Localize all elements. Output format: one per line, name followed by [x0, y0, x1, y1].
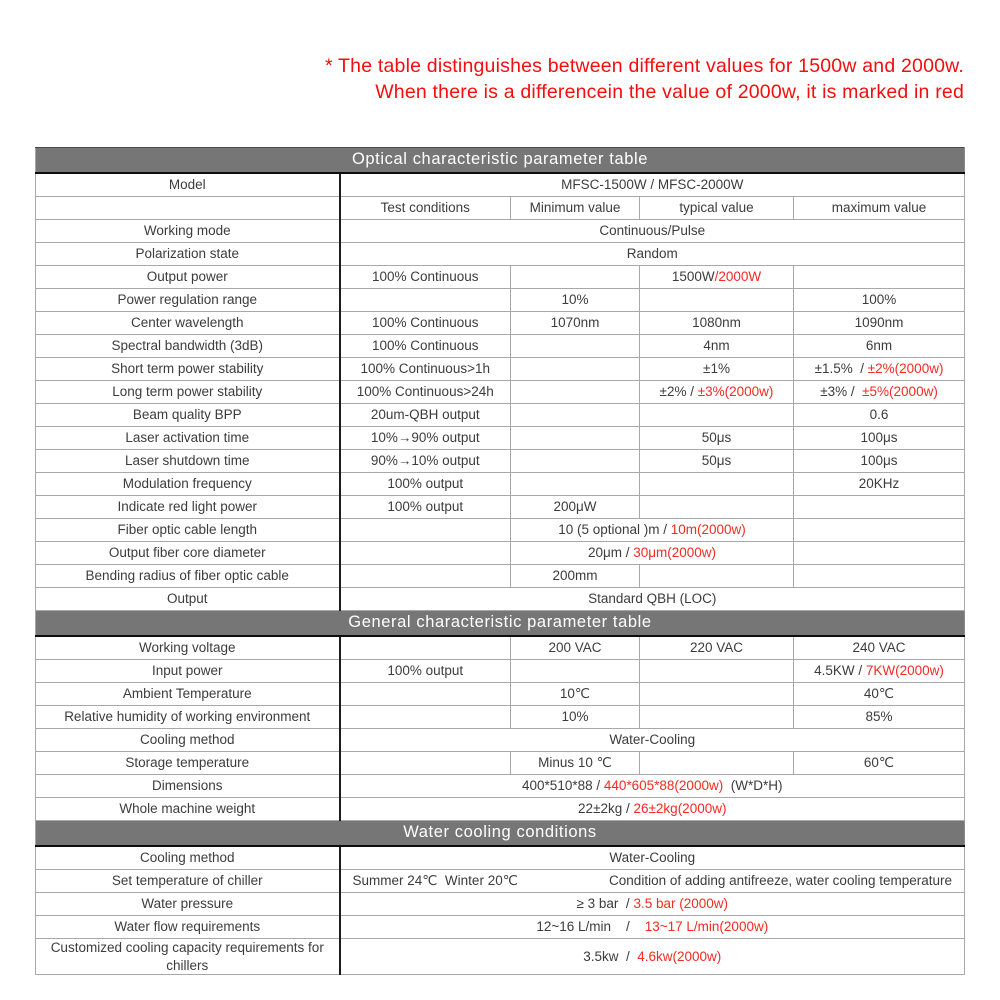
cell-text: 100% — [861, 292, 897, 308]
cell-text: ±3%(2000w) — [697, 384, 774, 400]
section-header-row — [36, 148, 965, 174]
value-cell — [640, 358, 794, 381]
value-cell — [340, 450, 511, 473]
value-cell — [511, 266, 640, 289]
cell-text: Fiber optic cable length — [117, 522, 258, 538]
cell-text: ±1.5% / — [814, 361, 868, 377]
cell-text: 200 VAC — [548, 640, 602, 656]
parameter-label-cell — [36, 496, 340, 519]
cell-text: 20μm / — [587, 545, 634, 561]
value-cell — [794, 496, 965, 519]
parameter-label-cell — [36, 870, 340, 893]
value-cell — [640, 335, 794, 358]
value-cell — [340, 173, 965, 197]
value-cell — [511, 565, 640, 588]
cell-text: 50μs — [701, 430, 732, 446]
value-cell — [511, 473, 640, 496]
cell-text: 10 (5 optional )m / — [558, 522, 671, 538]
cell-text: 12~16 L/min / — [536, 919, 645, 935]
section-title: Optical characteristic parameter table — [36, 148, 965, 174]
value-cell — [511, 752, 640, 775]
value-cell — [794, 381, 965, 404]
cell-text: Power regulation range — [117, 292, 258, 308]
cell-text: 100% Continuous>1h — [360, 361, 490, 377]
value-cell — [640, 565, 794, 588]
parameter-label-cell — [36, 752, 340, 775]
cell-text: 0.6 — [869, 407, 889, 423]
cell-text: Set temperature of chiller — [111, 873, 263, 889]
cell-text: Working voltage — [138, 640, 236, 656]
value-cell — [340, 939, 965, 975]
cell-text: 4.6kw(2000w) — [637, 948, 722, 964]
cell-text: 220 VAC — [689, 640, 744, 656]
value-cell — [340, 565, 511, 588]
parameter-label-cell — [36, 519, 340, 542]
cell-text: Water pressure — [141, 896, 234, 912]
cell-text: 10%→90% output — [370, 430, 480, 446]
value-cell — [640, 381, 794, 404]
value-cell — [340, 588, 965, 611]
value-cell — [640, 404, 794, 427]
note-line-2: When there is a differencein the value of 2000w, it is marked in red — [375, 80, 964, 103]
parameter-label-cell — [36, 846, 340, 870]
spec-table-body — [36, 148, 965, 975]
table-row — [36, 450, 965, 473]
cell-text: 10% — [561, 709, 589, 725]
value-cell — [340, 266, 511, 289]
table-row — [36, 381, 965, 404]
value-cell — [340, 870, 965, 893]
section-title: Water cooling conditions — [36, 821, 965, 847]
value-cell — [340, 683, 511, 706]
cell-text: Summer 24℃ Winter 20℃ — [352, 873, 518, 889]
value-cell — [794, 335, 965, 358]
section-title: General characteristic parameter table — [36, 611, 965, 637]
value-cell — [511, 404, 640, 427]
cell-text: 1500W — [671, 269, 715, 285]
cell-text: 10% — [561, 292, 589, 308]
cell-text: 30μm(2000w) — [633, 545, 717, 561]
value-cell — [340, 220, 965, 243]
parameter-label-cell — [36, 542, 340, 565]
value-cell — [640, 473, 794, 496]
cell-text: 4nm — [703, 338, 730, 354]
cell-text: Working mode — [143, 223, 231, 239]
table-row — [36, 729, 965, 752]
table-row — [36, 312, 965, 335]
cell-text: 100% Continuous>24h — [356, 384, 494, 400]
red-disclaimer-note — [35, 54, 964, 105]
value-cell — [640, 289, 794, 312]
cell-text: Random — [626, 246, 678, 262]
cell-text: Model — [168, 177, 206, 193]
parameter-label-cell — [36, 312, 340, 335]
cell-text: Input power — [151, 663, 223, 679]
cell-text: Cooling method — [139, 732, 235, 748]
cell-text: Water-Cooling — [609, 732, 696, 748]
value-cell — [511, 542, 794, 565]
value-cell — [511, 197, 640, 220]
cell-text: Center wavelength — [130, 315, 244, 331]
cell-text: Modulation frequency — [122, 476, 252, 492]
parameter-label-cell — [36, 450, 340, 473]
cell-text: Indicate red light power — [117, 499, 258, 515]
cell-text: Water-Cooling — [609, 850, 696, 866]
value-cell — [340, 846, 965, 870]
parameter-label-cell — [36, 404, 340, 427]
value-cell — [340, 916, 965, 939]
table-row — [36, 683, 965, 706]
cell-text: 4.5KW / — [814, 663, 866, 679]
value-cell — [340, 636, 511, 660]
parameter-label-cell — [36, 358, 340, 381]
value-cell — [511, 683, 640, 706]
value-cell — [640, 660, 794, 683]
parameter-label-cell — [36, 427, 340, 450]
table-row — [36, 916, 965, 939]
parameter-label-cell — [36, 775, 340, 798]
value-cell — [340, 473, 511, 496]
cell-text: Ambient Temperature — [122, 686, 252, 702]
parameter-label-cell — [36, 683, 340, 706]
cell-text: ±2%(2000w) — [867, 361, 944, 377]
cell-text: Minus 10 ℃ — [538, 755, 612, 771]
value-cell — [340, 798, 965, 821]
value-cell — [640, 636, 794, 660]
parameter-label-cell — [36, 588, 340, 611]
value-cell — [340, 542, 511, 565]
cell-text: Customized cooling capacity requirements for chillers — [50, 940, 328, 973]
value-cell — [511, 519, 794, 542]
parameter-label-cell — [36, 729, 340, 752]
cell-text: Whole machine weight — [119, 801, 256, 817]
parameter-label-cell — [36, 381, 340, 404]
cell-text: 100% output — [387, 499, 464, 515]
table-row — [36, 775, 965, 798]
cell-text: 40℃ — [863, 686, 895, 702]
parameter-label-cell — [36, 916, 340, 939]
table-row — [36, 565, 965, 588]
value-cell — [794, 636, 965, 660]
parameter-label-cell — [36, 335, 340, 358]
cell-text: Polarization state — [135, 246, 240, 262]
cell-text: Laser shutdown time — [124, 453, 250, 469]
value-cell — [340, 729, 965, 752]
cell-text: (W*D*H) — [723, 778, 783, 794]
cell-text: 10℃ — [559, 686, 591, 702]
value-cell — [794, 197, 965, 220]
table-row — [36, 660, 965, 683]
value-cell — [794, 660, 965, 683]
cell-text: Spectral bandwidth (3dB) — [111, 338, 264, 354]
value-cell — [511, 427, 640, 450]
cell-text: 1070nm — [550, 315, 600, 331]
parameter-label-cell — [36, 197, 340, 220]
parameter-label-cell — [36, 289, 340, 312]
cell-text: Beam quality BPP — [132, 407, 242, 423]
value-cell — [794, 706, 965, 729]
cell-text: maximum value — [831, 200, 927, 216]
cell-text: 240 VAC — [852, 640, 906, 656]
cell-text: 100% Continuous — [371, 338, 479, 354]
parameter-label-cell — [36, 798, 340, 821]
value-cell — [511, 636, 640, 660]
value-cell — [640, 752, 794, 775]
table-row — [36, 752, 965, 775]
cell-text: ≥ 3 bar / — [576, 896, 634, 912]
value-cell — [340, 243, 965, 266]
parameter-label-cell — [36, 266, 340, 289]
value-cell — [640, 266, 794, 289]
table-row — [36, 289, 965, 312]
cell-text: ±3% / — [820, 384, 863, 400]
value-cell — [340, 893, 965, 916]
value-cell — [640, 312, 794, 335]
cell-text: 20um-QBH output — [370, 407, 480, 423]
section-header-row — [36, 611, 965, 637]
parameter-label-cell — [36, 893, 340, 916]
value-cell — [640, 706, 794, 729]
cell-text: 100% Continuous — [371, 315, 479, 331]
cell-text: Continuous/Pulse — [599, 223, 706, 239]
value-cell — [640, 683, 794, 706]
value-cell — [794, 358, 965, 381]
cell-text: Storage temperature — [125, 755, 250, 771]
cell-text: Dimensions — [151, 778, 223, 794]
cell-text: 100μs — [860, 453, 898, 469]
cell-text: 20KHz — [858, 476, 900, 492]
table-row — [36, 519, 965, 542]
table-row — [36, 243, 965, 266]
value-cell — [340, 312, 511, 335]
cell-text: 3.5 bar (2000w) — [633, 896, 728, 912]
table-row — [36, 197, 965, 220]
value-cell — [794, 289, 965, 312]
table-row — [36, 706, 965, 729]
table-row — [36, 404, 965, 427]
parameter-label-cell — [36, 473, 340, 496]
cell-text: ±1% — [703, 361, 730, 377]
value-cell — [340, 197, 511, 220]
cell-text: 100% Continuous — [371, 269, 479, 285]
value-cell — [794, 266, 965, 289]
table-row — [36, 496, 965, 519]
cell-text: Relative humidity of working environment — [64, 709, 311, 725]
value-cell — [340, 752, 511, 775]
table-row — [36, 427, 965, 450]
parameter-label-cell — [36, 565, 340, 588]
parameter-label-cell — [36, 243, 340, 266]
value-cell — [511, 381, 640, 404]
cell-text: 22±2kg / — [578, 801, 634, 817]
table-row — [36, 870, 965, 893]
cell-text: 6nm — [865, 338, 893, 354]
cell-text: ±2% / — [659, 384, 698, 400]
cell-text: 400*510*88 / — [522, 778, 604, 794]
table-row — [36, 473, 965, 496]
cell-text: 85% — [865, 709, 893, 725]
value-cell — [794, 427, 965, 450]
cell-text: Water flow requirements — [114, 919, 261, 935]
value-cell — [340, 519, 511, 542]
value-cell — [340, 496, 511, 519]
value-cell — [340, 706, 511, 729]
cell-text: 200μW — [553, 499, 597, 515]
cell-text: 10m(2000w) — [670, 522, 746, 538]
table-row — [36, 335, 965, 358]
value-cell — [794, 312, 965, 335]
cell-text: Cooling method — [139, 850, 235, 866]
table-row — [36, 588, 965, 611]
value-cell — [511, 335, 640, 358]
value-cell — [511, 358, 640, 381]
cell-text: Standard QBH (LOC) — [588, 591, 717, 607]
table-row — [36, 358, 965, 381]
cell-text: 200mm — [552, 568, 598, 584]
value-cell — [340, 358, 511, 381]
cell-text: 1090nm — [854, 315, 904, 331]
value-cell — [794, 450, 965, 473]
cell-text: 100% output — [387, 663, 464, 679]
value-cell — [794, 565, 965, 588]
value-cell — [511, 289, 640, 312]
parameter-label-cell — [36, 636, 340, 660]
value-cell — [511, 660, 640, 683]
cell-text: 440*605*88(2000w) — [603, 778, 724, 794]
cell-text: 13~17 L/min(2000w) — [644, 919, 769, 935]
section-header-row — [36, 821, 965, 847]
cell-text: Short term power stability — [111, 361, 264, 377]
value-cell — [340, 404, 511, 427]
value-cell — [511, 312, 640, 335]
cell-text: 100% output — [387, 476, 464, 492]
value-cell — [640, 197, 794, 220]
cell-text: Condition of adding antifreeze, water cooling temperature — [609, 873, 953, 889]
value-cell — [340, 289, 511, 312]
value-cell — [511, 706, 640, 729]
cell-text: Bending radius of fiber optic cable — [85, 568, 289, 584]
parameter-label-cell — [36, 660, 340, 683]
cell-text: Minimum value — [529, 200, 621, 216]
table-row — [36, 846, 965, 870]
value-cell — [640, 427, 794, 450]
value-cell — [340, 335, 511, 358]
cell-text: Long term power stability — [112, 384, 263, 400]
parameter-label-cell — [36, 220, 340, 243]
value-cell — [511, 496, 640, 519]
parameter-label-cell — [36, 939, 340, 975]
cell-text: 1080nm — [692, 315, 741, 331]
table-row — [36, 542, 965, 565]
value-cell — [794, 683, 965, 706]
value-cell — [340, 775, 965, 798]
parameter-label-cell — [36, 173, 340, 197]
value-cell — [794, 752, 965, 775]
cell-text: Output power — [146, 269, 228, 285]
cell-text: Output — [166, 591, 208, 607]
value-cell — [794, 473, 965, 496]
table-row — [36, 173, 965, 197]
cell-text: typical value — [679, 200, 754, 216]
table-row — [36, 220, 965, 243]
cell-text: 3.5kw / — [583, 948, 638, 964]
parameter-label-cell — [36, 706, 340, 729]
value-cell — [794, 519, 965, 542]
table-row — [36, 939, 965, 975]
table-row — [36, 798, 965, 821]
cell-text: ±5%(2000w) — [862, 384, 938, 400]
value-cell — [340, 381, 511, 404]
value-cell — [794, 404, 965, 427]
cell-text: 50μs — [701, 453, 732, 469]
cell-text: Laser activation time — [125, 430, 250, 446]
cell-text: /2000W — [714, 269, 762, 285]
cell-text: Test conditions — [380, 200, 470, 216]
value-cell — [340, 427, 511, 450]
value-cell — [640, 496, 794, 519]
value-cell — [340, 660, 511, 683]
cell-text: Output fiber core diameter — [108, 545, 266, 561]
cell-text: 26±2kg(2000w) — [633, 801, 727, 817]
cell-text: 60℃ — [863, 755, 895, 771]
table-row — [36, 266, 965, 289]
note-line-1: * The table distinguishes between different values for 1500w and 2000w. — [325, 55, 964, 77]
value-cell — [640, 450, 794, 473]
value-cell — [511, 450, 640, 473]
cell-text: 7KW(2000w) — [865, 663, 944, 679]
value-cell — [794, 542, 965, 565]
table-row — [36, 636, 965, 660]
cell-text: 90%→10% output — [370, 453, 480, 469]
table-row — [36, 893, 965, 916]
cell-text: 100μs — [860, 430, 898, 446]
spec-table — [35, 147, 965, 975]
cell-text: MFSC-1500W / MFSC-2000W — [561, 177, 744, 193]
